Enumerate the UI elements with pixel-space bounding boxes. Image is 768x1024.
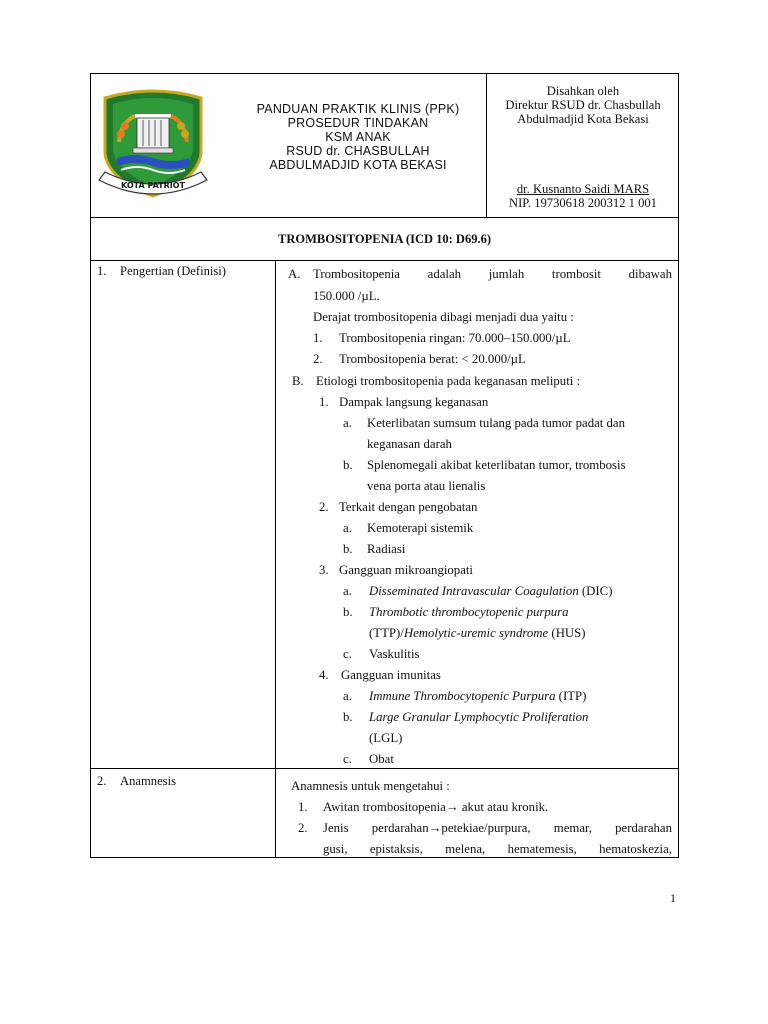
sub-marker: b. [343, 710, 353, 724]
header-title-line: PROSEDUR TINDAKAN [287, 116, 429, 130]
word: dibawah [628, 267, 672, 281]
sub-marker: a. [343, 521, 352, 535]
signatory-name: dr. Kusnanto Saidi MARS [516, 182, 650, 196]
word: memar, [553, 821, 592, 835]
page-number: 1 [670, 891, 676, 905]
definition-line-1 [313, 266, 672, 282]
kota-bekasi-logo [97, 84, 209, 202]
cause-4a [369, 688, 586, 704]
word: gusi, [323, 842, 348, 856]
italic-term: Hemolytic-uremic syndrome [403, 626, 549, 640]
cause-3b-line1 [369, 604, 569, 620]
list-number: 1. [313, 331, 323, 345]
anamnesis-item-2-line2 [323, 841, 672, 857]
section-number: 1. [97, 264, 107, 278]
word: Jenis [323, 821, 349, 835]
sub-marker: a. [343, 584, 352, 598]
item-marker: A. [288, 267, 301, 281]
cause-4b-line2: (LGL) [369, 731, 403, 745]
italic-term: Immune Thrombocytopenic Purpura [369, 689, 556, 703]
header-title [229, 102, 487, 172]
cause-3a [369, 583, 612, 599]
word: melena, [445, 842, 486, 856]
list-number: 2. [313, 352, 323, 366]
word: trombosit [551, 267, 601, 281]
cause-3b-line2 [369, 625, 586, 641]
cause-3c: Vaskulitis [369, 647, 420, 661]
etiology-intro: Etiologi trombositopenia pada keganasan meliputi : [316, 374, 581, 388]
anamnesis-item-2-line1 [323, 820, 672, 836]
sub-marker: c. [343, 647, 352, 661]
abbr: (ITP) [555, 689, 587, 703]
italic-term: Disseminated Intravascular Coagulation [369, 584, 579, 598]
cause-4b-line1 [369, 709, 588, 725]
cause-1b-line2: vena porta atau lienalis [367, 479, 486, 493]
signatory-nip: NIP. 19730618 200312 1 001 [509, 196, 657, 210]
sub-marker: b. [343, 605, 353, 619]
arrow-icon: → [445, 800, 459, 814]
section-label-definition: Pengertian (Definisi) [120, 264, 226, 278]
word: perdarahan→petekiae/purpura, [371, 821, 531, 835]
word: Trombositopenia [313, 267, 400, 281]
list-number: 4. [319, 668, 329, 682]
header-title-line: KSM ANAK [325, 130, 391, 144]
italic-term: Large Granular Lymphocytic Proliferation [369, 710, 589, 724]
cause-4c: Obat [369, 752, 394, 766]
list-number: 1. [319, 395, 329, 409]
cause-2a: Kemoterapi sistemik [367, 521, 474, 535]
section-label-anamnesis: Anamnesis [120, 774, 176, 788]
cause-1a-line1: Keterlibatan sumsum tulang pada tumor padat dan [367, 416, 625, 430]
main-table [90, 217, 679, 858]
word: epistaksis, [369, 842, 423, 856]
cause-1: Dampak langsung keganasan [339, 395, 489, 409]
word: hematemesis, [507, 842, 577, 856]
sub-marker: b. [343, 458, 353, 472]
header-title-line: RSUD dr. CHASBULLAH [286, 144, 430, 158]
header-title-line: ABDULMADJID KOTA BEKASI [269, 158, 447, 172]
sub-marker: a. [343, 416, 352, 430]
abbr: (HUS) [548, 626, 586, 640]
abbr: (DIC) [578, 584, 613, 598]
text: Awitan trombositopenia [323, 800, 446, 814]
header-table [90, 73, 679, 218]
logo-text: KOTA PATRIOT [120, 181, 186, 190]
approval-block [487, 84, 679, 210]
approval-line: Disahkan oleh [546, 84, 620, 98]
document-title: TROMBOSITOPENIA (ICD 10: D69.6) [91, 217, 678, 261]
cause-1b-line1: Splenomegali akibat keterlibatan tumor, trombosis [367, 458, 626, 472]
word: hematoskezia, [599, 842, 672, 856]
anamnesis-intro: Anamnesis untuk mengetahui : [291, 779, 450, 793]
word: adalah [427, 267, 462, 281]
word: perdarahan [615, 821, 672, 835]
item-marker: B. [292, 374, 304, 388]
sub-marker: c. [343, 752, 352, 766]
section-number: 2. [97, 774, 107, 788]
grades-intro: Derajat trombositopenia dibagi menjadi dua yaitu : [313, 310, 574, 324]
abbr: (TTP)/ [369, 626, 404, 640]
header-title-line: PANDUAN PRAKTIK KLINIS (PPK) [256, 102, 460, 116]
text: akut atau kronik. [458, 800, 549, 814]
sub-marker: a. [343, 689, 352, 703]
cause-1a-line2: keganasan darah [367, 437, 452, 451]
row-divider [91, 768, 678, 769]
list-number: 2. [319, 500, 329, 514]
cause-2b: Radiasi [367, 542, 406, 556]
sub-marker: b. [343, 542, 353, 556]
word: jumlah [488, 267, 525, 281]
approval-line: Direktur RSUD dr. Chasbullah [505, 98, 661, 112]
list-number: 2. [298, 821, 308, 835]
cause-2: Terkait dengan pengobatan [339, 500, 478, 514]
cause-3: Gangguan mikroangiopati [339, 563, 473, 577]
list-number: 3. [319, 563, 329, 577]
definition-line-2: 150.000 /µL. [313, 289, 380, 303]
approval-line: Abdulmadjid Kota Bekasi [517, 112, 649, 126]
anamnesis-item-1 [323, 799, 548, 815]
italic-term: Thrombotic thrombocytopenic purpura [369, 605, 569, 619]
list-number: 1. [298, 800, 308, 814]
grade-severe: Trombositopenia berat: < 20.000/µL [339, 352, 526, 366]
grade-mild: Trombositopenia ringan: 70.000–150.000/µL [339, 331, 571, 345]
cause-4: Gangguan imunitas [341, 668, 441, 682]
